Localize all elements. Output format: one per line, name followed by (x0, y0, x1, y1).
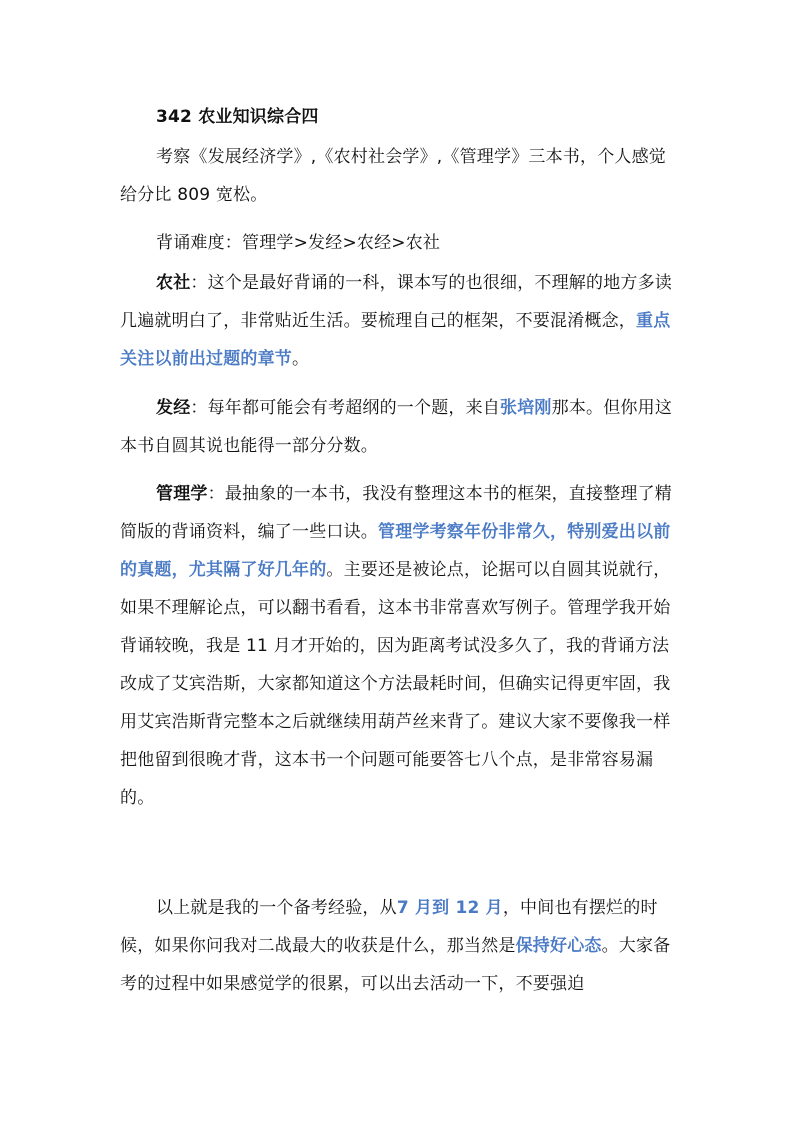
difficulty-paragraph (120, 224, 676, 262)
section-342 (120, 98, 676, 136)
guanlixue-highlight: 管理学考察年份非常久，特别爱出以前的真题，尤其隔了好几年的 (120, 522, 671, 580)
fajing-label: 发经 (156, 398, 191, 418)
guanlixue-paragraph (120, 475, 676, 817)
intro-paragraph (120, 138, 676, 214)
nongshe-label: 农社 (156, 273, 191, 293)
fajing-text-2: 那本。但你用这本书自圆其说也能得一部分分数。 (120, 398, 673, 456)
intro-text: 考察《发展经济学》,《农村社会学》,《管理学》三本书，个人感觉给分比 809 宽松。 (120, 147, 667, 205)
fajing-colon: ： (190, 398, 208, 418)
guanlixue-text: 最抽象的一本书，我没有整理这本书的框架，直接整理了精简版的背诵资料，编了一些口诀。 (120, 484, 673, 542)
nongshe-paragraph (120, 264, 676, 378)
summary-paragraph (120, 889, 676, 1003)
nongshe-highlight: 重点关注以前出过题的章节 (120, 311, 671, 369)
nongshe-colon: ： (190, 273, 208, 293)
guanlixue-colon: ： (207, 484, 225, 504)
summary-text: 以上就是我的一个备考经验，从 (156, 898, 397, 918)
summary-text-3: 。大家备考的过程中如果感觉学的很累，可以出去活动一下，不要强迫 (120, 936, 671, 994)
fajing-highlight: 张培刚 (500, 398, 552, 418)
fajing-text: 每年都可能会有考超纲的一个题，来自 (207, 398, 501, 418)
fajing-paragraph (120, 389, 676, 465)
nongshe-text: 这个是最好背诵的一科，课本写的也很细，不理解的地方多读几遍就明白了，非常贴近生活。要梳理自己的框架，不要混淆概念， (120, 273, 673, 331)
section-title: 342 农业知识综合四 (156, 107, 319, 127)
summary-highlight-mindset: 保持好心态 (515, 936, 602, 956)
nongshe-end: 。 (292, 349, 310, 369)
guanlixue-label: 管理学 (156, 484, 208, 504)
summary-highlight-dates: 7 月到 12 月 (396, 898, 503, 918)
guanlixue-text-2: 。主要还是被论点，论据可以自圆其说就行，如果不理解论点，可以翻书看看，这本书非常喜欢写例子。管理学我开始背诵较晚，我是 11 月才开始的，因为距离考试没多久了，我的背诵方法改成了艾宾浩斯，大家都知道这个方法最耗时间，但确实记得更牢固，我用艾宾浩斯背完整本之后就继续用葫芦丝来背了。建议大家不要像我一样把他留到很晚才背，这本书一个问题可能要答七八个点，是非常容易漏的。 (120, 560, 671, 808)
difficulty-text: 背诵难度：管理学>发经>农经>农社 (156, 233, 441, 253)
summary-text-2: ，中间也有摆烂的时候，如果你问我对二战最大的收获是什么，那当然是 (120, 898, 658, 956)
